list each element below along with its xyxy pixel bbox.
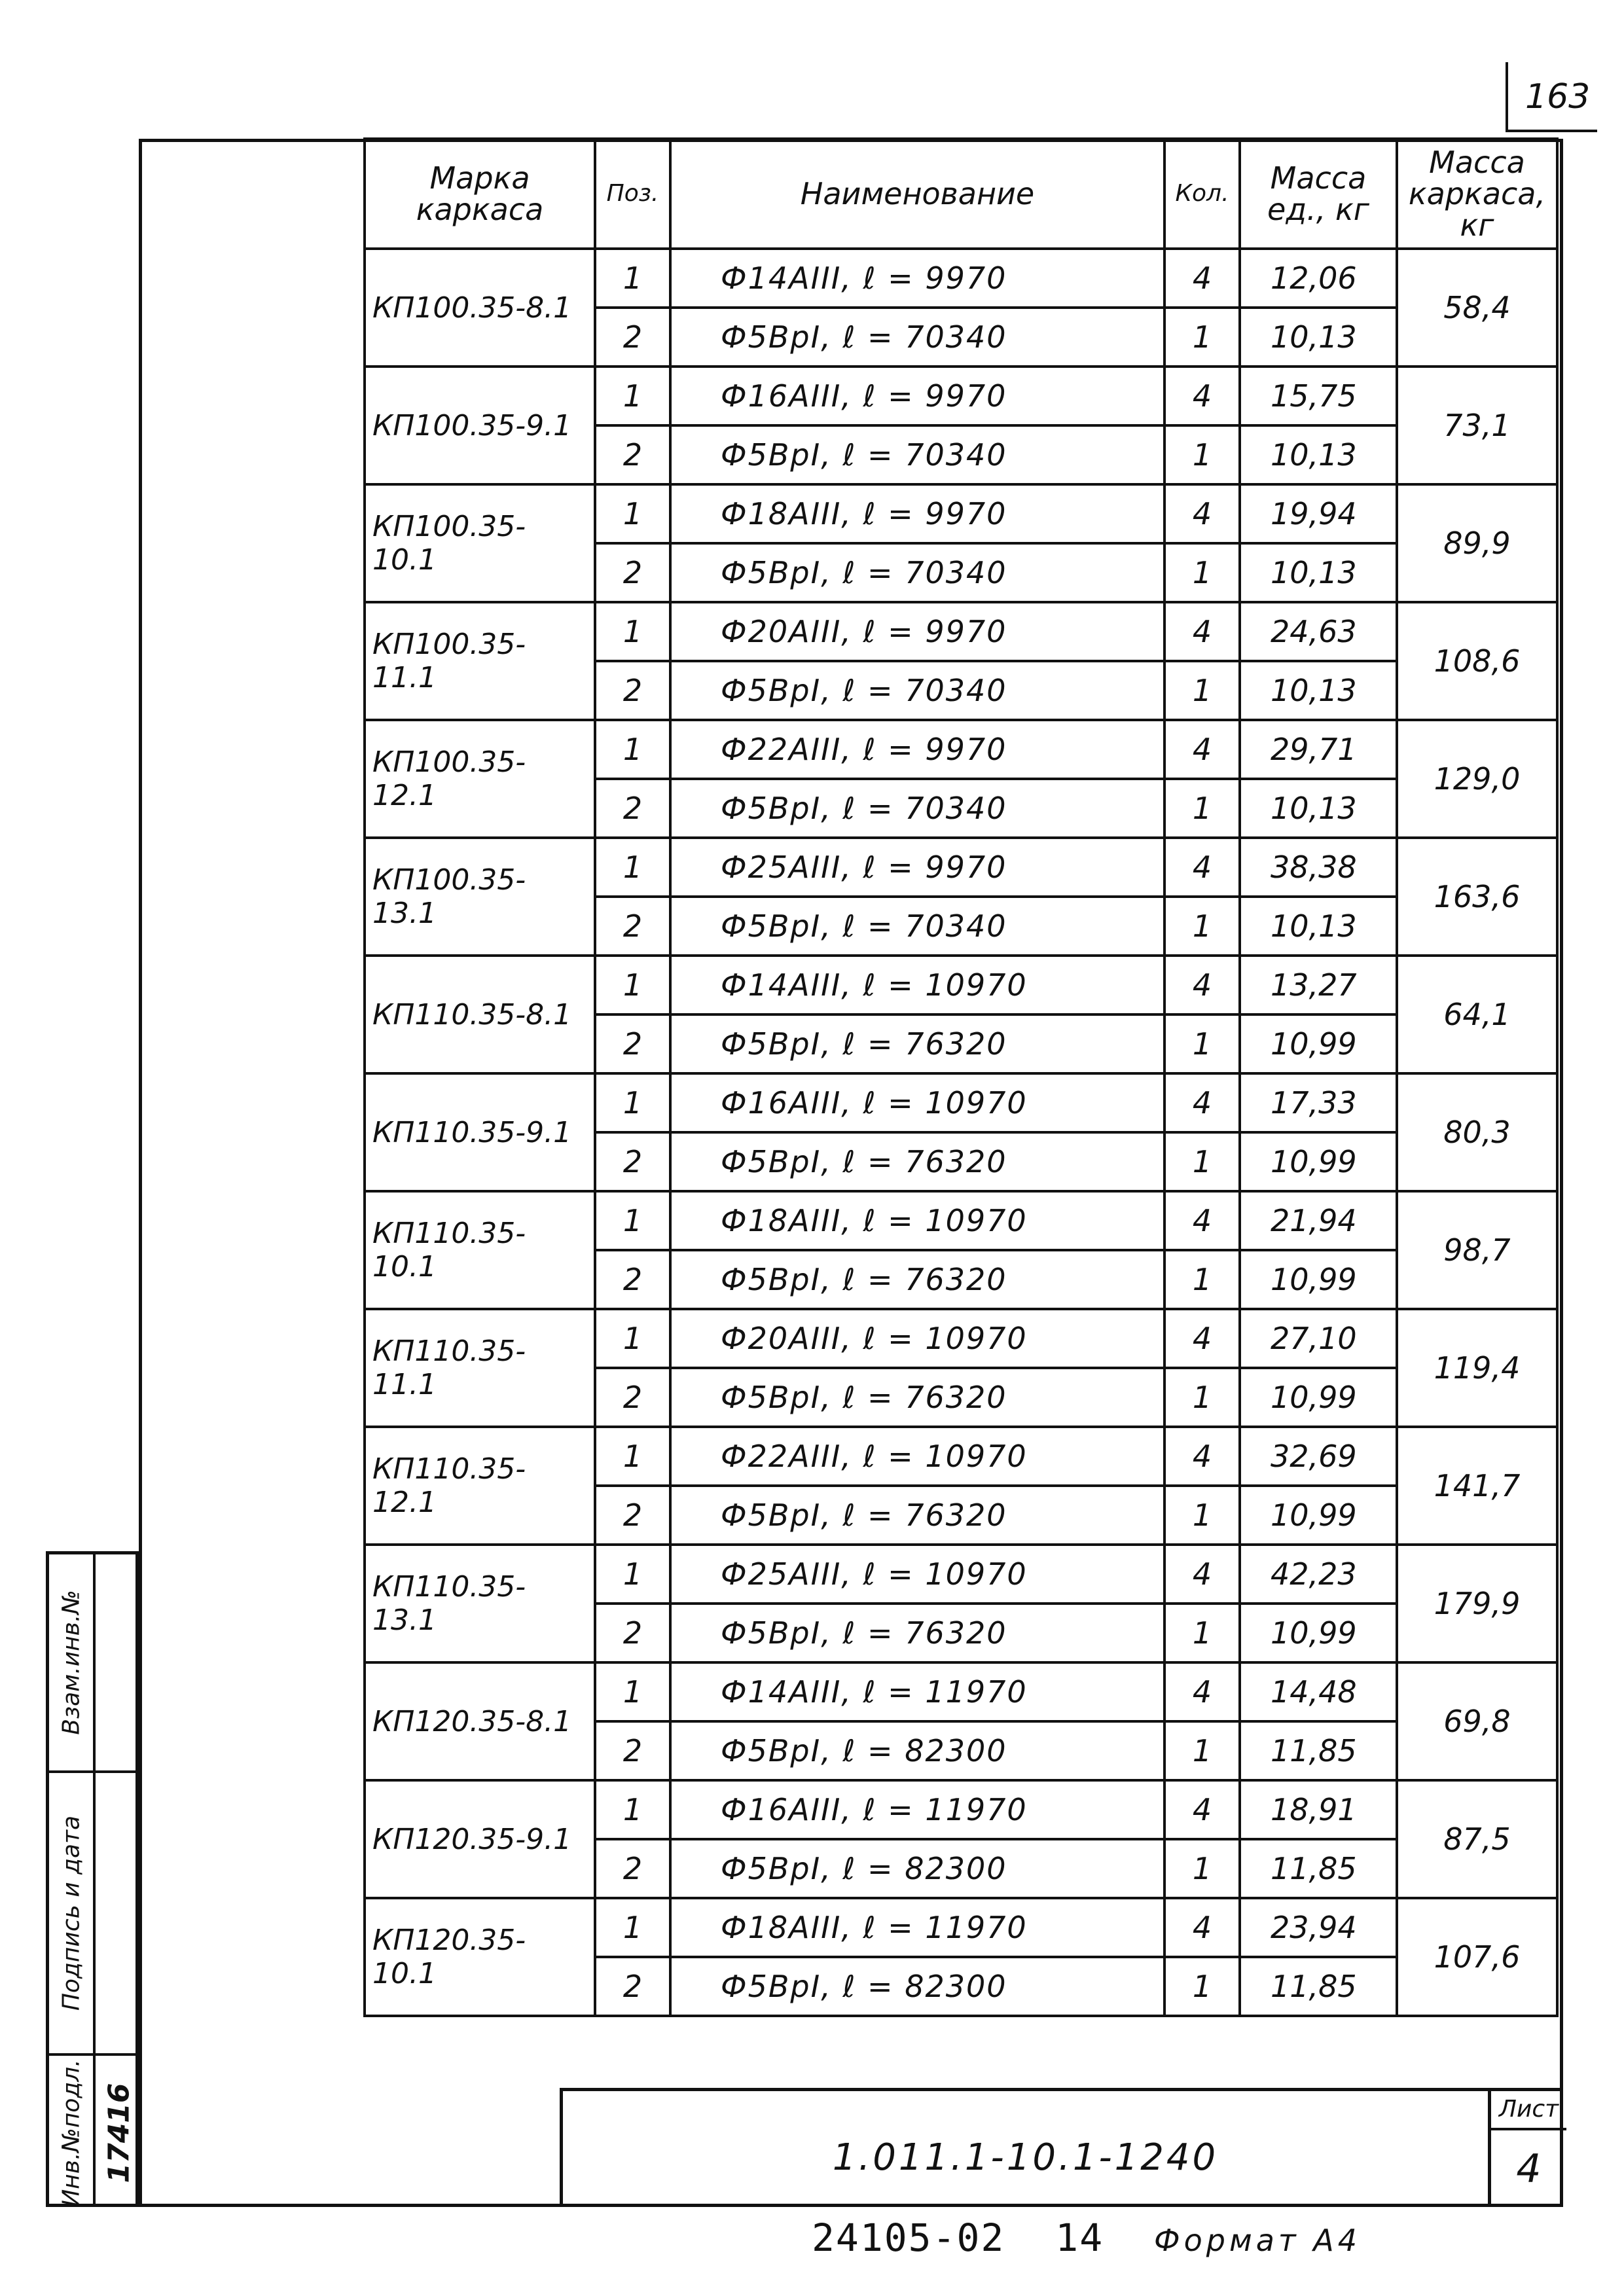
frame-mark-cell: КП100.35-12.1 [365, 720, 595, 838]
position-cell: 2 [595, 1014, 670, 1073]
footer-copy: 14 [1055, 2215, 1104, 2260]
frame-mark-cell: КП110.35-8.1 [365, 956, 595, 1073]
position-cell: 2 [595, 543, 670, 602]
position-cell: 2 [595, 425, 670, 484]
quantity-cell: 1 [1164, 897, 1240, 956]
position-cell: 1 [595, 1662, 670, 1721]
name-cell: Ф5ВрI, ℓ = 76320 [670, 1604, 1164, 1662]
header-total-mass: Масса каркаса, кг [1397, 139, 1557, 249]
page-number-rule-h [1506, 130, 1597, 132]
title-block [560, 2088, 1563, 2207]
quantity-cell: 4 [1164, 1309, 1240, 1368]
total-mass-cell: 129,0 [1397, 720, 1557, 838]
name-cell: Ф5ВрI, ℓ = 70340 [670, 308, 1164, 367]
table-row [365, 838, 1557, 897]
position-cell: 2 [595, 1721, 670, 1780]
quantity-cell: 4 [1164, 249, 1240, 308]
unit-mass-cell: 10,99 [1240, 1132, 1397, 1191]
quantity-cell: 1 [1164, 1721, 1240, 1780]
document-code: 1.011.1-10.1-1240 [563, 2091, 1491, 2204]
table-row [365, 249, 1557, 308]
name-cell: Ф5ВрI, ℓ = 76320 [670, 1132, 1164, 1191]
quantity-cell: 4 [1164, 838, 1240, 897]
frame-mark-cell: КП110.35-13.1 [365, 1545, 595, 1662]
name-cell: Ф18АIII, ℓ = 9970 [670, 484, 1164, 543]
page-number-rule [1506, 62, 1508, 131]
position-cell: 1 [595, 1073, 670, 1132]
unit-mass-cell: 10,13 [1240, 897, 1397, 956]
total-mass-cell: 108,6 [1397, 602, 1557, 720]
quantity-cell: 4 [1164, 1545, 1240, 1604]
quantity-cell: 4 [1164, 1780, 1240, 1839]
name-cell: Ф25АIII, ℓ = 10970 [670, 1545, 1164, 1604]
total-mass-cell: 141,7 [1397, 1427, 1557, 1545]
position-cell: 1 [595, 249, 670, 308]
quantity-cell: 4 [1164, 602, 1240, 661]
quantity-cell: 4 [1164, 1898, 1240, 1957]
name-cell: Ф25АIII, ℓ = 9970 [670, 838, 1164, 897]
stamp-inv-value: 17416 [102, 2083, 135, 2183]
table-row [365, 956, 1557, 1014]
header-unit-mass: Масса ед., кг [1240, 139, 1397, 249]
position-cell: 1 [595, 484, 670, 543]
unit-mass-cell: 10,13 [1240, 779, 1397, 838]
name-cell: Ф18АIII, ℓ = 10970 [670, 1191, 1164, 1250]
frame-mark-cell: КП120.35-9.1 [365, 1780, 595, 1898]
quantity-cell: 4 [1164, 720, 1240, 779]
unit-mass-cell: 17,33 [1240, 1073, 1397, 1132]
stamp-replace-label: Взам.инв.№ [58, 1590, 84, 1735]
page-number: 163 [1525, 77, 1591, 117]
quantity-cell: 1 [1164, 425, 1240, 484]
name-cell: Ф22АIII, ℓ = 10970 [670, 1427, 1164, 1486]
total-mass-cell: 69,8 [1397, 1662, 1557, 1780]
position-cell: 1 [595, 1545, 670, 1604]
unit-mass-cell: 32,69 [1240, 1427, 1397, 1486]
unit-mass-cell: 38,38 [1240, 838, 1397, 897]
position-cell: 1 [595, 720, 670, 779]
unit-mass-cell: 19,94 [1240, 484, 1397, 543]
position-cell: 2 [595, 308, 670, 367]
total-mass-cell: 80,3 [1397, 1073, 1557, 1191]
quantity-cell: 4 [1164, 1191, 1240, 1250]
frame-mark-cell: КП100.35-8.1 [365, 249, 595, 367]
unit-mass-cell: 18,91 [1240, 1780, 1397, 1839]
position-cell: 2 [595, 1839, 670, 1898]
unit-mass-cell: 11,85 [1240, 1839, 1397, 1898]
table-row [365, 484, 1557, 543]
position-cell: 1 [595, 956, 670, 1014]
quantity-cell: 1 [1164, 1014, 1240, 1073]
frame-mark-cell: КП100.35-9.1 [365, 367, 595, 484]
name-cell: Ф5ВрI, ℓ = 76320 [670, 1014, 1164, 1073]
position-cell: 2 [595, 1957, 670, 2016]
quantity-cell: 1 [1164, 1132, 1240, 1191]
position-cell: 1 [595, 1191, 670, 1250]
unit-mass-cell: 10,99 [1240, 1604, 1397, 1662]
total-mass-cell: 73,1 [1397, 367, 1557, 484]
quantity-cell: 1 [1164, 1957, 1240, 2016]
table-row [365, 367, 1557, 425]
unit-mass-cell: 14,48 [1240, 1662, 1397, 1721]
unit-mass-cell: 11,85 [1240, 1721, 1397, 1780]
total-mass-cell: 64,1 [1397, 956, 1557, 1073]
position-cell: 2 [595, 1132, 670, 1191]
position-cell: 2 [595, 779, 670, 838]
position-cell: 1 [595, 838, 670, 897]
table-row [365, 1073, 1557, 1132]
position-cell: 1 [595, 1898, 670, 1957]
table-row [365, 1191, 1557, 1250]
stamp-cell [96, 1770, 142, 2053]
unit-mass-cell: 10,13 [1240, 661, 1397, 720]
quantity-cell: 1 [1164, 1604, 1240, 1662]
total-mass-cell: 58,4 [1397, 249, 1557, 367]
table-header-row [365, 139, 1557, 249]
total-mass-cell: 87,5 [1397, 1780, 1557, 1898]
table-row [365, 1545, 1557, 1604]
total-mass-cell: 163,6 [1397, 838, 1557, 956]
name-cell: Ф18АIII, ℓ = 11970 [670, 1898, 1164, 1957]
unit-mass-cell: 13,27 [1240, 956, 1397, 1014]
table-row [365, 1427, 1557, 1486]
unit-mass-cell: 11,85 [1240, 1957, 1397, 2016]
quantity-cell: 1 [1164, 1368, 1240, 1427]
name-cell: Ф16АIII, ℓ = 11970 [670, 1780, 1164, 1839]
unit-mass-cell: 10,13 [1240, 543, 1397, 602]
table-row [365, 1780, 1557, 1839]
footer-number: 24105-02 [812, 2215, 1005, 2260]
footer-format: Формат А4 [1154, 2223, 1362, 2258]
name-cell: Ф20АIII, ℓ = 9970 [670, 602, 1164, 661]
name-cell: Ф16АIII, ℓ = 9970 [670, 367, 1164, 425]
frame-mark-cell: КП110.35-11.1 [365, 1309, 595, 1427]
quantity-cell: 1 [1164, 308, 1240, 367]
stamp-label-column [49, 1554, 96, 2207]
quantity-cell: 1 [1164, 661, 1240, 720]
header-name: Наименование [670, 139, 1164, 249]
name-cell: Ф5ВрI, ℓ = 76320 [670, 1250, 1164, 1309]
sheet-number: 4 [1516, 2146, 1542, 2192]
name-cell: Ф16АIII, ℓ = 10970 [670, 1073, 1164, 1132]
position-cell: 1 [595, 1780, 670, 1839]
quantity-cell: 1 [1164, 543, 1240, 602]
unit-mass-cell: 10,13 [1240, 308, 1397, 367]
name-cell: Ф5ВрI, ℓ = 70340 [670, 425, 1164, 484]
quantity-cell: 4 [1164, 1073, 1240, 1132]
name-cell: Ф5ВрI, ℓ = 70340 [670, 897, 1164, 956]
total-mass-cell: 107,6 [1397, 1898, 1557, 2016]
position-cell: 2 [595, 1368, 670, 1427]
name-cell: Ф5ВрI, ℓ = 70340 [670, 779, 1164, 838]
stamp-cell [49, 1554, 93, 1770]
position-cell: 2 [595, 1486, 670, 1545]
unit-mass-cell: 42,23 [1240, 1545, 1397, 1604]
quantity-cell: 1 [1164, 779, 1240, 838]
position-cell: 2 [595, 1604, 670, 1662]
name-cell: Ф5ВрI, ℓ = 76320 [670, 1368, 1164, 1427]
position-cell: 1 [595, 1427, 670, 1486]
frame-mark-cell: КП100.35-10.1 [365, 484, 595, 602]
position-cell: 2 [595, 661, 670, 720]
stamp-inv-label: Инв.№подл. [58, 2059, 84, 2207]
position-cell: 1 [595, 602, 670, 661]
quantity-cell: 4 [1164, 1662, 1240, 1721]
stamp-cell [49, 2053, 93, 2210]
unit-mass-cell: 10,99 [1240, 1250, 1397, 1309]
name-cell: Ф5ВрI, ℓ = 82300 [670, 1957, 1164, 2016]
footer [812, 2215, 1361, 2260]
total-mass-cell: 179,9 [1397, 1545, 1557, 1662]
unit-mass-cell: 24,63 [1240, 602, 1397, 661]
unit-mass-cell: 15,75 [1240, 367, 1397, 425]
name-cell: Ф5ВрI, ℓ = 82300 [670, 1721, 1164, 1780]
name-cell: Ф22АIII, ℓ = 9970 [670, 720, 1164, 779]
frame-mark-cell: КП100.35-13.1 [365, 838, 595, 956]
frame-mark-cell: КП120.35-8.1 [365, 1662, 595, 1780]
total-mass-cell: 98,7 [1397, 1191, 1557, 1309]
unit-mass-cell: 10,13 [1240, 425, 1397, 484]
name-cell: Ф5ВрI, ℓ = 82300 [670, 1839, 1164, 1898]
table-body [365, 249, 1557, 2016]
sheet-label: Лист [1491, 2091, 1566, 2130]
frame-mark-cell: КП110.35-12.1 [365, 1427, 595, 1545]
table-row [365, 720, 1557, 779]
quantity-cell: 4 [1164, 484, 1240, 543]
header-pos: Поз. [595, 139, 670, 249]
quantity-cell: 1 [1164, 1486, 1240, 1545]
quantity-cell: 1 [1164, 1250, 1240, 1309]
header-qty: Кол. [1164, 139, 1240, 249]
unit-mass-cell: 27,10 [1240, 1309, 1397, 1368]
quantity-cell: 4 [1164, 367, 1240, 425]
table-row [365, 1898, 1557, 1957]
unit-mass-cell: 10,99 [1240, 1014, 1397, 1073]
total-mass-cell: 89,9 [1397, 484, 1557, 602]
position-cell: 1 [595, 367, 670, 425]
stamp-sign-label: Подпись и дата [58, 1815, 84, 2011]
frame-mark-cell: КП110.35-9.1 [365, 1073, 595, 1191]
unit-mass-cell: 21,94 [1240, 1191, 1397, 1250]
name-cell: Ф5ВрI, ℓ = 76320 [670, 1486, 1164, 1545]
unit-mass-cell: 10,99 [1240, 1368, 1397, 1427]
sheet-box [1491, 2091, 1566, 2204]
position-cell: 2 [595, 897, 670, 956]
frame-mark-cell: КП110.35-10.1 [365, 1191, 595, 1309]
stamp-cell [96, 2053, 142, 2210]
quantity-cell: 4 [1164, 1427, 1240, 1486]
side-stamp [46, 1551, 139, 2207]
unit-mass-cell: 12,06 [1240, 249, 1397, 308]
frame-mark-cell: КП100.35-11.1 [365, 602, 595, 720]
name-cell: Ф14АIII, ℓ = 11970 [670, 1662, 1164, 1721]
unit-mass-cell: 23,94 [1240, 1898, 1397, 1957]
quantity-cell: 1 [1164, 1839, 1240, 1898]
quantity-cell: 4 [1164, 956, 1240, 1014]
unit-mass-cell: 29,71 [1240, 720, 1397, 779]
table-row [365, 1662, 1557, 1721]
name-cell: Ф14АIII, ℓ = 9970 [670, 249, 1164, 308]
stamp-value-column [96, 1554, 142, 2204]
spec-table [363, 137, 1559, 2017]
unit-mass-cell: 10,99 [1240, 1486, 1397, 1545]
name-cell: Ф20АIII, ℓ = 10970 [670, 1309, 1164, 1368]
frame-mark-cell: КП120.35-10.1 [365, 1898, 595, 2016]
header-mark: Марка каркаса [365, 139, 595, 249]
name-cell: Ф5ВрI, ℓ = 70340 [670, 543, 1164, 602]
position-cell: 2 [595, 1250, 670, 1309]
total-mass-cell: 119,4 [1397, 1309, 1557, 1427]
table-row [365, 1309, 1557, 1368]
stamp-cell [49, 1770, 93, 2053]
name-cell: Ф14АIII, ℓ = 10970 [670, 956, 1164, 1014]
name-cell: Ф5ВрI, ℓ = 70340 [670, 661, 1164, 720]
table-row [365, 602, 1557, 661]
position-cell: 1 [595, 1309, 670, 1368]
